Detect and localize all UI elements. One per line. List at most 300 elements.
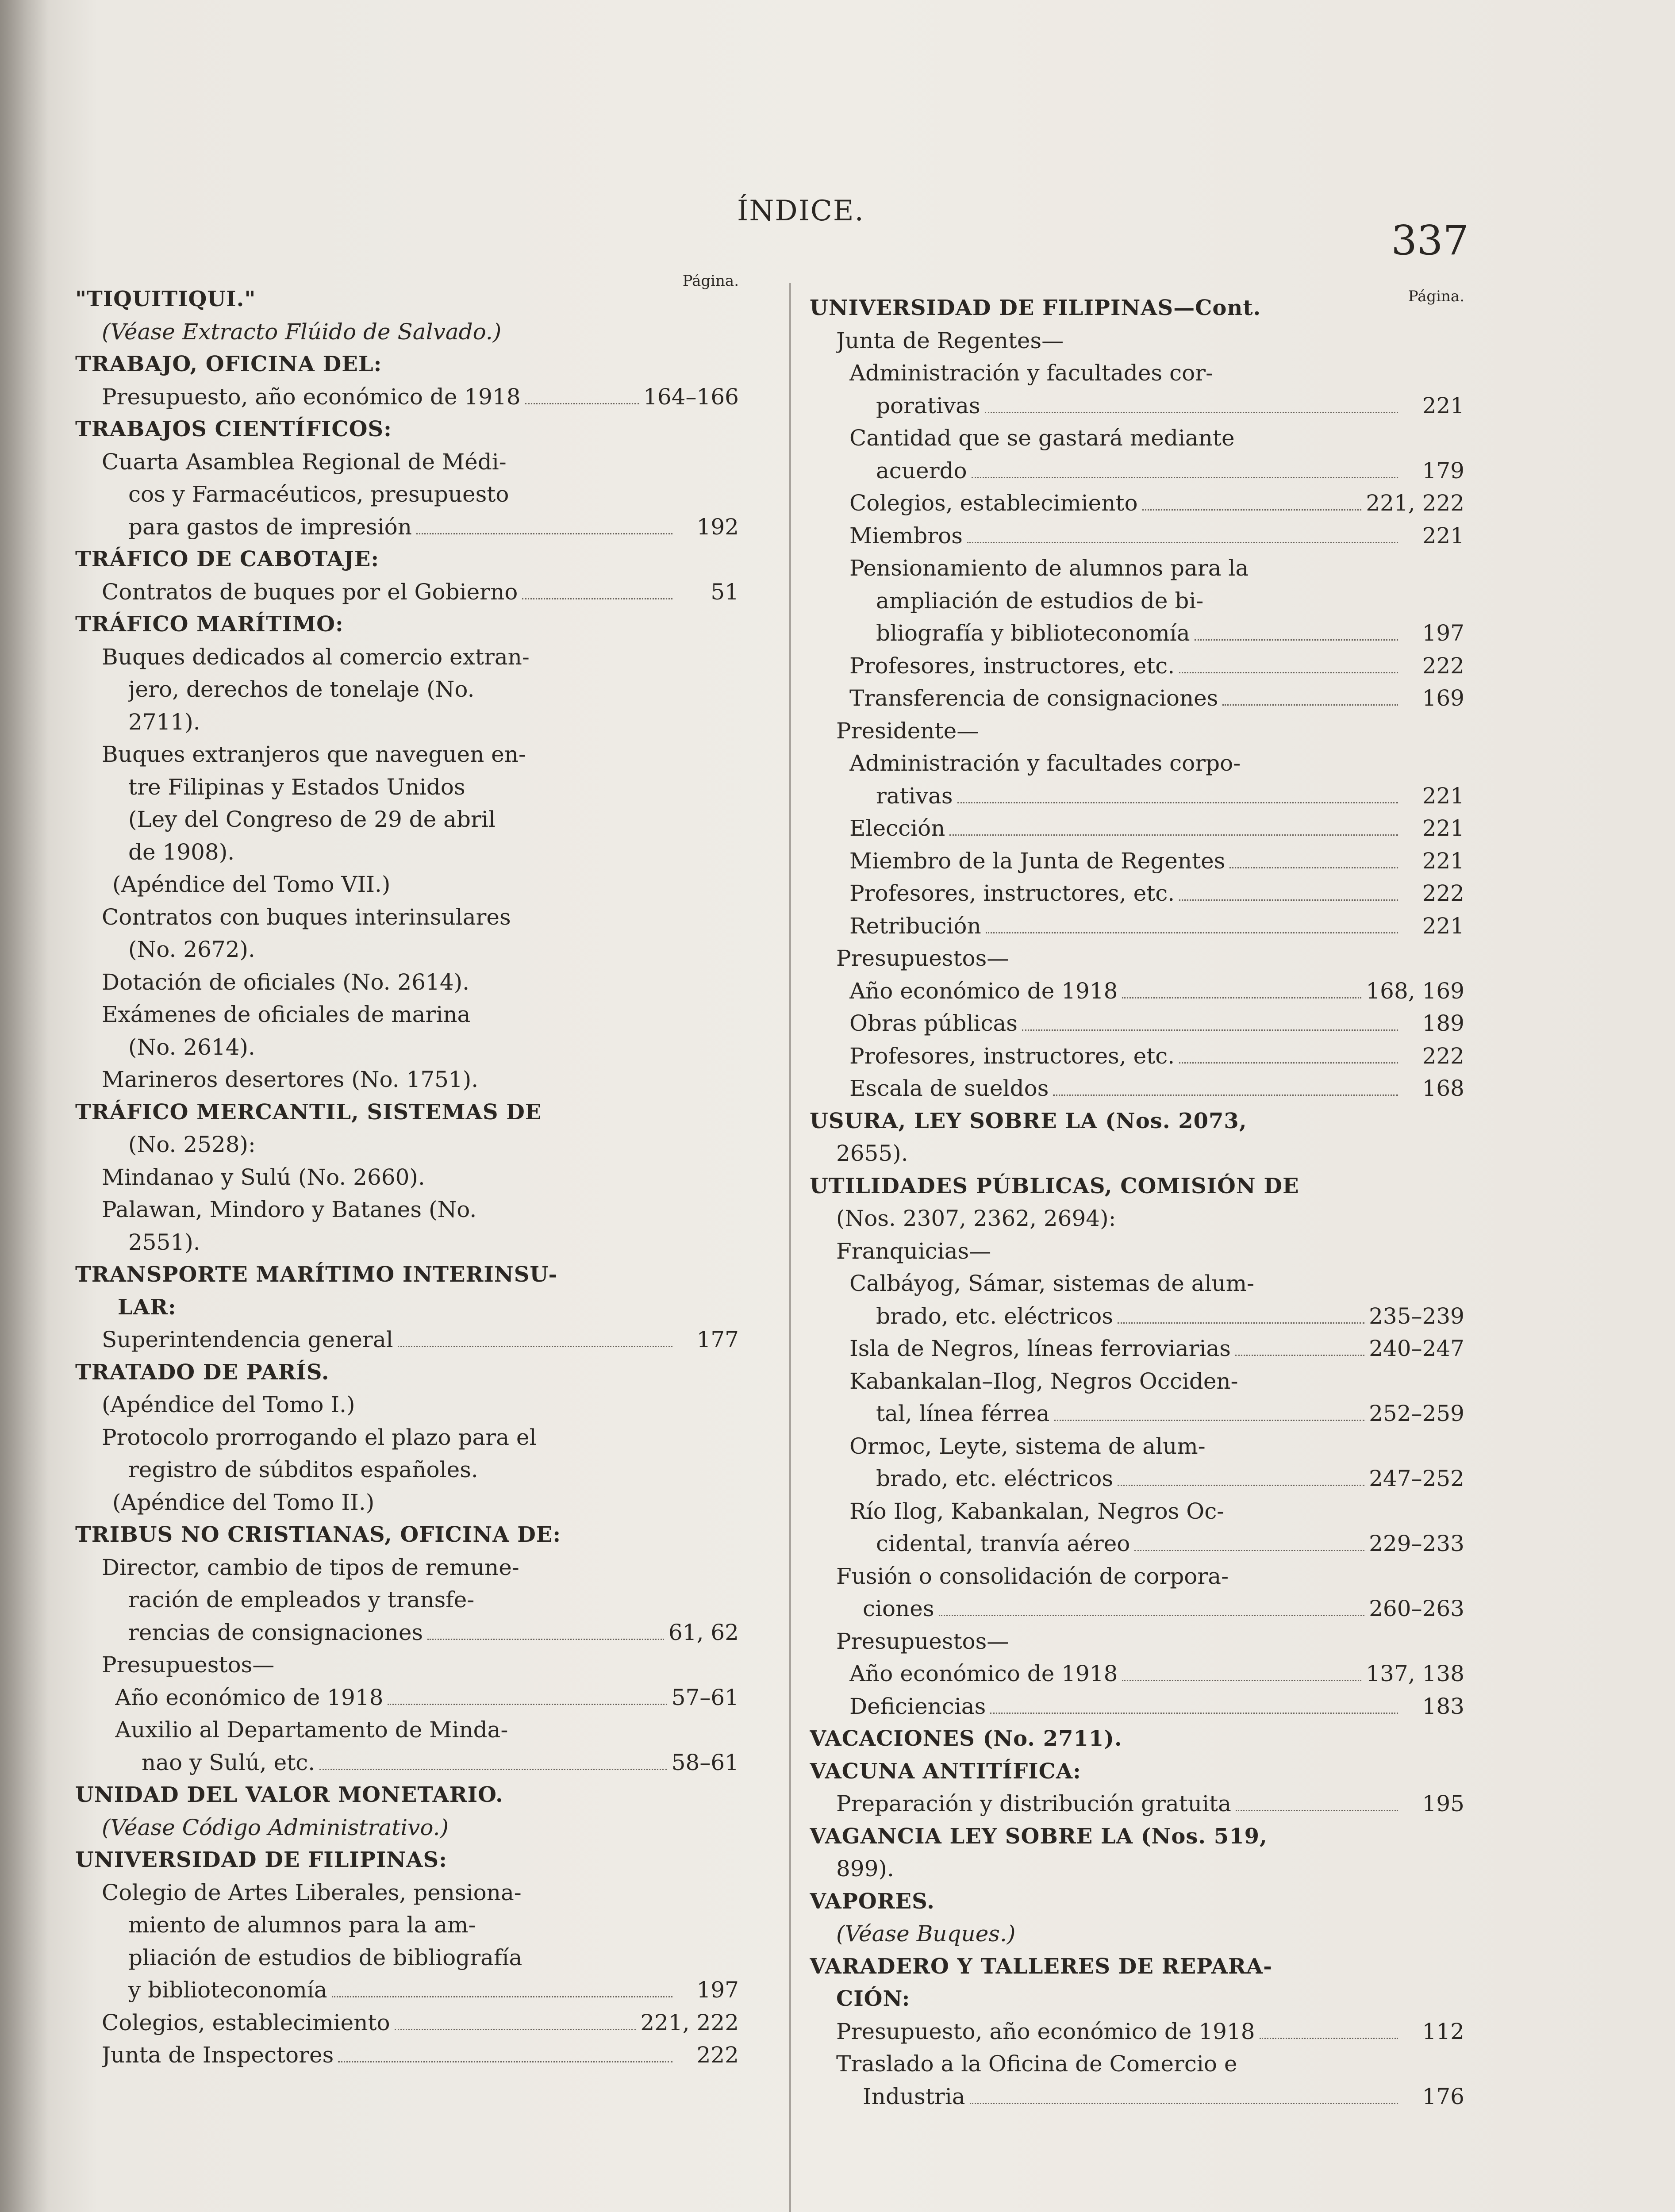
entry-text: Buques extranjeros que naveguen en- (102, 741, 526, 767)
dot-leader (1236, 1810, 1398, 1811)
index-heading (810, 1105, 1464, 1138)
entry-text: TRÁFICO MERCANTIL, SISTEMAS DE (75, 1099, 542, 1125)
entry-text: pliación de estudios de bibliografía (128, 1944, 522, 1970)
page-reference: 58–61 (671, 1749, 739, 1775)
dot-leader (972, 477, 1398, 478)
dot-leader (957, 802, 1398, 803)
index-entry (810, 1365, 1464, 1398)
index-entry (75, 478, 739, 511)
index-entry (810, 812, 1464, 845)
index-entry (75, 576, 739, 609)
index-heading (810, 1820, 1464, 1853)
entry-text: Deficiencias (849, 1693, 986, 1719)
page-reference: 260–263 (1369, 1596, 1464, 1621)
page-reference: 221, 222 (1366, 490, 1464, 516)
page-reference: 221 (1422, 522, 1464, 549)
index-entry (75, 2039, 739, 2072)
page-reference: 179 (1422, 457, 1464, 484)
dot-leader (395, 2029, 636, 2030)
index-entry (810, 780, 1464, 813)
index-heading (75, 1096, 739, 1129)
dot-leader (1122, 997, 1361, 998)
index-entry (810, 975, 1464, 1008)
entry-text: porativas (876, 392, 980, 419)
page-reference: 189 (1422, 1010, 1464, 1036)
index-entry (75, 1747, 739, 1779)
entry-text: Fusión o consolidación de corpora- (836, 1563, 1229, 1589)
entry-text: Director, cambio de tipos de remune- (102, 1554, 519, 1580)
index-entry (75, 738, 739, 771)
dot-leader (967, 542, 1398, 543)
dot-leader (990, 1713, 1398, 1714)
entry-text: Kabankalan–Ilog, Negros Occiden- (849, 1368, 1238, 1394)
page-reference: 168, 169 (1366, 978, 1464, 1004)
entry-text: ciones (863, 1596, 934, 1621)
entry-text: VAPORES. (810, 1889, 935, 1914)
index-entry (75, 1714, 739, 1747)
index-entry (75, 2007, 739, 2039)
index-entry (810, 1560, 1464, 1593)
entry-text: 899). (836, 1856, 894, 1882)
index-entry (75, 868, 739, 901)
index-entry (75, 836, 739, 869)
entry-text: VARADERO Y TALLERES DE REPARA- (810, 1954, 1273, 1979)
dot-leader (1229, 867, 1398, 868)
entry-text: para gastos de impresión (128, 514, 412, 540)
page-reference: 195 (1422, 1791, 1464, 1816)
entry-text: (Apéndice del Tomo I.) (102, 1392, 355, 1417)
index-entry (810, 1040, 1464, 1073)
page-reference: 177 (696, 1327, 739, 1352)
index-heading (75, 1519, 739, 1551)
index-entry (810, 1853, 1464, 1886)
index-heading (810, 1755, 1464, 1788)
page-reference: 247–252 (1369, 1466, 1464, 1491)
dot-leader (949, 834, 1398, 836)
page-reference: 197 (696, 1977, 739, 2003)
entry-text: VACACIONES (No. 2711). (810, 1726, 1122, 1751)
page-reference: 222 (1422, 653, 1464, 679)
dot-leader (1022, 1029, 1398, 1031)
entry-text: Colegio de Artes Liberales, pensiona- (102, 1879, 522, 1905)
entry-text: Profesores, instructores, etc. (849, 1043, 1175, 1069)
dot-leader (985, 412, 1398, 413)
dot-leader (1134, 1550, 1364, 1551)
entry-text: Presupuesto, año económico de 1918 (836, 2018, 1255, 2044)
entry-text: Profesores, instructores, etc. (849, 653, 1175, 679)
index-entry (810, 1430, 1464, 1463)
index-entry (75, 673, 739, 706)
page-reference: 168 (1422, 1075, 1464, 1101)
page-reference: 240–247 (1369, 1336, 1464, 1361)
dot-leader (388, 1704, 667, 1705)
entry-text: Pensionamiento de alumnos para la (849, 555, 1249, 581)
index-entry (75, 1649, 739, 1682)
index-entry (75, 381, 739, 414)
page-reference: 176 (1422, 2083, 1464, 2109)
index-entry (810, 1267, 1464, 1300)
entry-text: Dotación de oficiales (No. 2614). (102, 969, 470, 995)
index-entry (810, 325, 1464, 357)
entry-text: Administración y facultades cor- (849, 360, 1213, 386)
index-entry (810, 1918, 1464, 1951)
index-entry (810, 617, 1464, 650)
entry-text: TRANSPORTE MARÍTIMO INTERINSU- (75, 1262, 558, 1287)
page-reference: 221 (1422, 848, 1464, 874)
dot-leader (1235, 1355, 1364, 1356)
entry-text: Colegios, establecimiento (849, 490, 1138, 516)
index-entry (810, 1235, 1464, 1268)
right-index-column (810, 283, 1464, 2113)
index-entry (810, 1690, 1464, 1723)
entry-text: (Véase Extracto Flúido de Salvado.) (102, 319, 502, 345)
index-entry (810, 682, 1464, 715)
page-reference: 252–259 (1369, 1401, 1464, 1426)
entry-text: Presidente— (836, 718, 979, 744)
entry-text: Industria (863, 2083, 965, 2109)
dot-leader (1142, 509, 1362, 511)
page-reference: 112 (1422, 2018, 1464, 2044)
entry-text: Junta de Regentes— (836, 327, 1064, 353)
entry-text: (Nos. 2307, 2362, 2694): (836, 1206, 1116, 1231)
dot-leader (398, 1346, 672, 1347)
entry-text: Junta de Inspectores (102, 2042, 334, 2068)
dot-leader (986, 932, 1398, 933)
index-heading (75, 348, 739, 381)
index-entry (810, 877, 1464, 910)
dot-leader (1122, 1680, 1361, 1681)
entry-text: Preparación y distribución gratuita (836, 1791, 1231, 1816)
index-entry (810, 1495, 1464, 1528)
index-entry (810, 1788, 1464, 1820)
entry-text: Exámenes de oficiales de marina (102, 1002, 471, 1027)
index-entry (75, 1064, 739, 1096)
index-heading (75, 413, 739, 446)
entry-text: (No. 2614). (128, 1034, 255, 1060)
entry-text: Año económico de 1918 (115, 1684, 384, 1710)
entry-text: Franquicias— (836, 1238, 991, 1264)
entry-text: TRÁFICO DE CABOTAJE: (75, 547, 380, 572)
index-entry (75, 966, 739, 999)
entry-text: TRATADO DE PARÍS. (75, 1359, 330, 1385)
entry-text: Palawan, Mindoro y Batanes (No. (102, 1197, 477, 1222)
entry-text: Escala de sueldos (849, 1075, 1049, 1101)
entry-text: Traslado a la Oficina de Comercio e (836, 2051, 1237, 2077)
index-entry (810, 1072, 1464, 1105)
entry-text: VAGANCIA LEY SOBRE LA (Nos. 519, (810, 1824, 1268, 1849)
dot-leader (1179, 1062, 1398, 1064)
index-entry (75, 1226, 739, 1259)
entry-text: Administración y facultades corpo- (849, 750, 1241, 776)
dot-leader (1195, 639, 1398, 641)
index-heading (75, 283, 739, 316)
index-entry (75, 1942, 739, 1974)
dot-leader (427, 1639, 664, 1640)
left-column-heading: Página. (682, 272, 739, 290)
entry-text: jero, derechos de tonelaje (No. (128, 676, 475, 702)
index-entry (810, 910, 1464, 943)
index-entry (75, 1194, 739, 1226)
entry-text: UTILIDADES PÚBLICAS, COMISIÓN DE (810, 1173, 1299, 1198)
index-heading (75, 1259, 739, 1291)
index-entry (810, 357, 1464, 390)
entry-text: VACUNA ANTITÍFICA: (810, 1759, 1081, 1784)
index-entry (75, 1974, 739, 2007)
entry-text: rativas (876, 783, 953, 809)
entry-text: tal, línea férrea (876, 1401, 1050, 1426)
entry-text: 2711). (128, 709, 200, 735)
entry-text: Presupuestos— (102, 1652, 275, 1678)
page-reference: 169 (1422, 685, 1464, 711)
index-entry (75, 771, 739, 804)
index-entry (810, 1528, 1464, 1560)
index-entry (810, 715, 1464, 748)
index-entry (75, 1812, 739, 1844)
index-entry (75, 1909, 739, 1942)
dot-leader (338, 2061, 672, 2062)
index-entry (75, 1389, 739, 1421)
entry-text: Ormoc, Leyte, sistema de alum- (849, 1433, 1206, 1459)
entry-text: (Apéndice del Tomo II.) (112, 1489, 375, 1515)
entry-text: Presupuestos— (836, 1628, 1009, 1654)
page-reference: 221 (1422, 815, 1464, 841)
entry-text: brado, etc. eléctricos (876, 1303, 1114, 1329)
index-entry (810, 552, 1464, 585)
page-reference: 57–61 (671, 1684, 739, 1710)
entry-text: Profesores, instructores, etc. (849, 880, 1175, 906)
index-heading (75, 543, 739, 576)
page-reference: 221 (1422, 913, 1464, 939)
index-entry (75, 933, 739, 966)
dot-leader (1179, 672, 1398, 673)
index-heading (75, 1356, 739, 1389)
index-entry (810, 2048, 1464, 2081)
dot-leader (1179, 899, 1398, 901)
entry-text: Obras públicas (849, 1010, 1018, 1036)
entry-text: acuerdo (876, 457, 967, 484)
entry-text: Contratos con buques interinsulares (102, 904, 511, 930)
dot-leader (1053, 1094, 1398, 1096)
index-entry (75, 641, 739, 674)
entry-text: UNIVERSIDAD DE FILIPINAS: (75, 1847, 447, 1872)
index-entry (810, 1625, 1464, 1658)
entry-text: cos y Farmacéuticos, presupuesto (128, 481, 509, 507)
index-entry (810, 1333, 1464, 1365)
index-entry (810, 1398, 1464, 1430)
dot-leader (1054, 1420, 1364, 1421)
entry-text: ración de empleados y transfe- (128, 1587, 475, 1613)
index-heading (810, 1983, 1464, 2016)
index-entry (810, 1593, 1464, 1625)
page-reference: 221 (1422, 783, 1464, 809)
index-entry (810, 390, 1464, 422)
page-reference: 222 (696, 2042, 739, 2068)
entry-text: UNIVERSIDAD DE FILIPINAS—Cont. (810, 296, 1261, 320)
index-entry (75, 1324, 739, 1356)
index-heading (810, 1170, 1464, 1203)
entry-text: Elección (849, 815, 945, 841)
index-entry (75, 998, 739, 1031)
index-entry (810, 585, 1464, 618)
index-entry (810, 487, 1464, 520)
entry-text: Auxilio al Departamento de Minda- (115, 1717, 508, 1743)
page-reference: 51 (711, 579, 739, 605)
entry-text: registro de súbditos españoles. (128, 1457, 478, 1482)
entry-text: TRABAJOS CIENTÍFICOS: (75, 417, 392, 442)
entry-text: TRIBUS NO CRISTIANAS, OFICINA DE: (75, 1522, 561, 1547)
index-entry (810, 455, 1464, 488)
dot-leader (1260, 2038, 1398, 2039)
index-entry (75, 1551, 739, 1584)
entry-text: Isla de Negros, líneas ferroviarias (849, 1336, 1231, 1361)
entry-text: bliografía y biblioteconomía (876, 620, 1190, 646)
page-reference: 192 (696, 514, 739, 540)
index-entry (810, 2016, 1464, 2048)
entry-text: brado, etc. eléctricos (876, 1466, 1114, 1491)
page-reference: 137, 138 (1366, 1661, 1464, 1686)
page-reference: 229–233 (1369, 1531, 1464, 1556)
index-entry (810, 422, 1464, 455)
column-divider (789, 283, 791, 2212)
index-heading (75, 1779, 739, 1812)
entry-text: Año económico de 1918 (849, 1661, 1118, 1686)
dot-leader (970, 2103, 1398, 2104)
entry-text: (Ley del Congreso de 29 de abril (128, 806, 496, 832)
page-reference: 222 (1422, 880, 1464, 906)
entry-text: Colegios, establecimiento (102, 2009, 390, 2035)
running-title: ÍNDICE. (737, 195, 864, 227)
page-reference: 235–239 (1369, 1303, 1464, 1329)
index-entry (75, 1682, 739, 1714)
entry-text: Protocolo prorrogando el plazo para el (102, 1424, 537, 1450)
entry-text: ampliación de estudios de bi- (876, 588, 1204, 614)
entry-text: miento de alumnos para la am- (128, 1912, 476, 1938)
page-reference: 221 (1422, 392, 1464, 419)
left-index-column (75, 270, 739, 2072)
entry-text: Cuarta Asamblea Regional de Médi- (102, 449, 507, 475)
page-reference: 164–166 (643, 384, 739, 410)
entry-text: Río Ilog, Kabankalan, Negros Oc- (849, 1498, 1225, 1524)
page-reference: 183 (1422, 1693, 1464, 1719)
dot-leader (522, 598, 672, 599)
index-entry (75, 1617, 739, 1649)
dot-leader (939, 1615, 1365, 1616)
entry-text: Mindanao y Sulú (No. 2660). (102, 1164, 425, 1190)
entry-text: Presupuestos— (836, 945, 1009, 971)
entry-text: Miembro de la Junta de Regentes (849, 848, 1226, 874)
page-reference: 61, 62 (668, 1619, 739, 1645)
index-entry (75, 511, 739, 544)
index-heading (810, 292, 1464, 325)
index-entry (810, 1137, 1464, 1170)
dot-leader (1118, 1485, 1364, 1486)
entry-text: (Véase Código Administrativo.) (102, 1814, 449, 1840)
entry-text: (No. 2528): (128, 1132, 256, 1157)
entry-text: Transferencia de consignaciones (849, 685, 1218, 711)
entry-text: Buques dedicados al comercio extran- (102, 644, 530, 670)
index-entry (75, 901, 739, 934)
entry-text: Cantidad que se gastará mediante (849, 425, 1235, 451)
entry-text: de 1908). (128, 839, 235, 865)
entry-text: Calbáyog, Sámar, sistemas de alum- (849, 1271, 1255, 1296)
entry-text: (Apéndice del Tomo VII.) (112, 872, 391, 897)
index-entry (75, 706, 739, 739)
entry-text: 2551). (128, 1229, 200, 1255)
entry-text: Marineros desertores (No. 1751). (102, 1067, 479, 1092)
right-column-heading: Página. (1408, 288, 1464, 305)
index-entry (75, 1129, 739, 1161)
index-entry (810, 2081, 1464, 2113)
index-entry (810, 1463, 1464, 1495)
entry-text: Contratos de buques por el Gobierno (102, 579, 518, 605)
entry-text: UNIDAD DEL VALOR MONETARIO. (75, 1782, 503, 1807)
index-entry (75, 1584, 739, 1617)
dot-leader (1118, 1322, 1364, 1324)
index-entry (75, 1161, 739, 1194)
entry-text: y biblioteconomía (128, 1977, 327, 2003)
index-entry (810, 1202, 1464, 1235)
entry-text: nao y Sulú, etc. (142, 1749, 315, 1775)
entry-text: LAR: (118, 1294, 177, 1320)
page-number: 337 (1391, 217, 1469, 264)
entry-text: Año económico de 1918 (849, 978, 1118, 1004)
entry-text: cidental, tranvía aéreo (876, 1531, 1130, 1556)
entry-text: Presupuesto, año económico de 1918 (102, 384, 521, 410)
index-entry (75, 803, 739, 836)
entry-text: (No. 2672). (128, 937, 255, 962)
index-entry (810, 747, 1464, 780)
index-entry (810, 942, 1464, 975)
entry-text: rencias de consignaciones (128, 1619, 423, 1645)
dot-leader (332, 1996, 672, 1997)
entry-text: tre Filipinas y Estados Unidos (128, 774, 465, 800)
page-reference: 197 (1422, 620, 1464, 646)
index-entry (75, 1486, 739, 1519)
index-entry (810, 845, 1464, 878)
index-entry (75, 316, 739, 349)
entry-text: Retribución (849, 913, 981, 939)
index-heading (810, 1723, 1464, 1755)
entry-text: Superintendencia general (102, 1327, 393, 1352)
entry-text: 2655). (836, 1141, 908, 1166)
page-reference: 221, 222 (640, 2009, 739, 2035)
index-entry (75, 1031, 739, 1064)
dot-leader (525, 403, 639, 404)
index-heading (75, 1291, 739, 1324)
index-heading (810, 1951, 1464, 1983)
index-heading (810, 1886, 1464, 1918)
dot-leader (416, 533, 672, 534)
page-reference: 222 (1422, 1043, 1464, 1069)
entry-text: TRABAJO, OFICINA DEL: (75, 352, 382, 376)
index-entry (75, 1421, 739, 1454)
index-entry (810, 1300, 1464, 1333)
entry-text: Miembros (849, 522, 963, 549)
entry-text: (Véase Buques.) (836, 1921, 1016, 1947)
index-entry (75, 1877, 739, 1909)
index-entry (810, 1658, 1464, 1690)
entry-text: USURA, LEY SOBRE LA (Nos. 2073, (810, 1108, 1247, 1133)
dot-leader (1222, 704, 1398, 706)
index-entry (75, 446, 739, 479)
entry-text: CIÓN: (836, 1986, 910, 2011)
index-entry (810, 1007, 1464, 1040)
entry-text: "TIQUITIQUI." (75, 287, 256, 311)
index-entry (810, 520, 1464, 553)
index-heading (75, 608, 739, 641)
index-entry (75, 1454, 739, 1486)
index-heading (75, 1844, 739, 1877)
